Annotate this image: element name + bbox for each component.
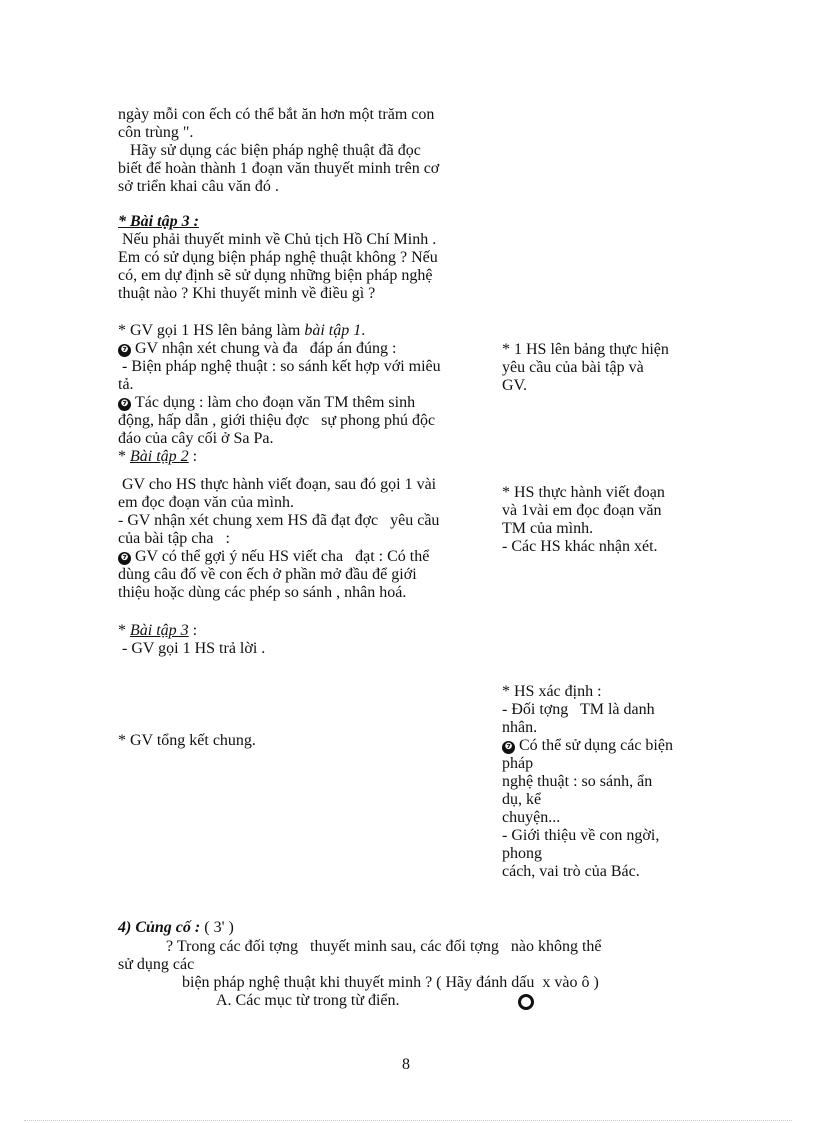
- teacher-line: - GV nhận xét chung xem HS đã đạt đợc yêu cầu: [118, 512, 440, 529]
- teacher-line: - GV gọi 1 HS trả lời .: [118, 640, 266, 657]
- consolidation-heading: 4) Củng cố : ( 3' ): [118, 919, 234, 936]
- student-line: chuyện...: [502, 809, 561, 826]
- student-line: và 1vài em đọc đoạn văn: [502, 502, 662, 519]
- student-line: dụ, kể: [502, 791, 542, 808]
- page-number: 8: [402, 1056, 410, 1073]
- teacher-activity-1: [118, 322, 441, 466]
- suggestion-line: thiệu hoặc dùng các phép so sánh , nhân hoá.: [118, 584, 407, 601]
- bullet-icon: ❼: [118, 344, 131, 357]
- exercise-3-line: thuật nào ? Khi thuyết minh về điều gì ?: [118, 285, 376, 302]
- student-activity-1: [502, 341, 669, 395]
- intro-line: Hãy sử dụng các biện pháp nghệ thuật đã đọc: [118, 142, 421, 159]
- teacher-line: * GV tổng kết chung.: [118, 732, 256, 749]
- student-activity-3: [502, 683, 673, 881]
- bullet-icon: ❼: [118, 398, 131, 411]
- effect-line: ❼ Tác dụng : làm cho đoạn văn TM thêm sinh: [118, 394, 441, 412]
- teacher-line: của bài tập cha :: [118, 530, 230, 547]
- effect-line: động, hấp dẫn , giới thiệu đợc sự phong phú độc: [118, 412, 436, 429]
- intro-line: côn trùng ".: [118, 124, 194, 141]
- exercise-3-ref-heading: * Bài tập 3 :: [118, 622, 198, 639]
- intro-line: sở triển khai câu văn đó .: [118, 178, 279, 195]
- bullet-icon: ❼: [118, 552, 131, 565]
- student-line: ❼ Có thể sử dụng các biện: [502, 737, 673, 755]
- teacher-line: GV cho HS thực hành viết đoạn, sau đó gọi 1 vài: [118, 476, 437, 493]
- exercise-3-heading: * Bài tập 3 :: [118, 213, 199, 230]
- student-line: pháp: [502, 755, 534, 772]
- student-line: - Các HS khác nhận xét.: [502, 538, 658, 555]
- teacher-line: em đọc đoạn văn của mình.: [118, 494, 294, 511]
- student-activity-2: [502, 484, 665, 556]
- teacher-activity-2: [118, 476, 439, 602]
- student-line: yêu cầu của bài tập và: [502, 359, 644, 376]
- exercise-3-prompt: [118, 213, 438, 303]
- intro-paragraph: [118, 106, 439, 196]
- exercise-3-line: Nếu phải thuyết minh về Chủ tịch Hồ Chí Minh .: [118, 231, 437, 248]
- student-line: cách, vai trò của Bác.: [502, 863, 640, 880]
- teacher-summary: [118, 732, 256, 750]
- student-line: - Giới thiệu về con ngời,: [502, 827, 660, 844]
- suggestion-line: dùng câu đố về con ếch ở phần mở đầu để giới: [118, 566, 417, 583]
- question-line: ? Trong các đối tợng thuyết minh sau, các đối tợng nào không thể: [166, 938, 602, 955]
- suggestion-line: ❼ GV có thể gợi ý nếu HS viết cha đạt : Có thể: [118, 548, 439, 566]
- student-line: * HS thực hành viết đoạn: [502, 484, 665, 501]
- technique-line: tả.: [118, 376, 134, 393]
- intro-line: biết để hoàn thành 1 đoạn văn thuyết minh trên cơ: [118, 160, 440, 177]
- teacher-call-line: * GV gọi 1 HS lên bảng làm bài tập 1.: [118, 322, 366, 339]
- answer-option-a: A. Các mục từ trong từ điển.: [216, 992, 400, 1009]
- exercise-2-heading: * Bài tập 2 :: [118, 448, 198, 465]
- checkbox-circle-icon[interactable]: [518, 994, 534, 1010]
- teacher-activity-3: [118, 622, 265, 658]
- student-line: * HS xác định :: [502, 683, 602, 700]
- teacher-review-line: ❼ GV nhận xét chung và đa đáp án đúng :: [118, 340, 441, 358]
- exercise-3-line: Em có sử dụng biện pháp nghệ thuật không ? Nếu: [118, 249, 438, 266]
- student-line: GV.: [502, 377, 528, 394]
- student-line: * 1 HS lên bảng thực hiện: [502, 341, 669, 358]
- page-footer-divider: [24, 1120, 792, 1121]
- student-line: - Đối tợng TM là danh: [502, 701, 655, 718]
- bullet-icon: ❼: [502, 741, 515, 754]
- question-line: biện pháp nghệ thuật khi thuyết minh ? ( Hãy đánh dấu x vào ô ): [182, 974, 599, 991]
- intro-line: ngày mỗi con ếch có thể bắt ăn hơn một trăm con: [118, 106, 435, 123]
- exercise-3-line: có, em dự định sẽ sử dụng những biện pháp nghệ: [118, 267, 433, 284]
- question-line: sử dụng các: [118, 956, 195, 973]
- student-line: nhân.: [502, 719, 538, 736]
- student-line: TM của mình.: [502, 520, 594, 537]
- technique-line: - Biện pháp nghệ thuật : so sánh kết hợp với miêu: [118, 358, 441, 375]
- exercise-1-ref: bài tập 1: [304, 322, 362, 339]
- student-line: nghệ thuật : so sánh, ẩn: [502, 773, 653, 790]
- effect-line: đáo của cây cối ở Sa Pa.: [118, 430, 274, 447]
- student-line: phong: [502, 845, 542, 862]
- consolidation-section: [118, 919, 234, 937]
